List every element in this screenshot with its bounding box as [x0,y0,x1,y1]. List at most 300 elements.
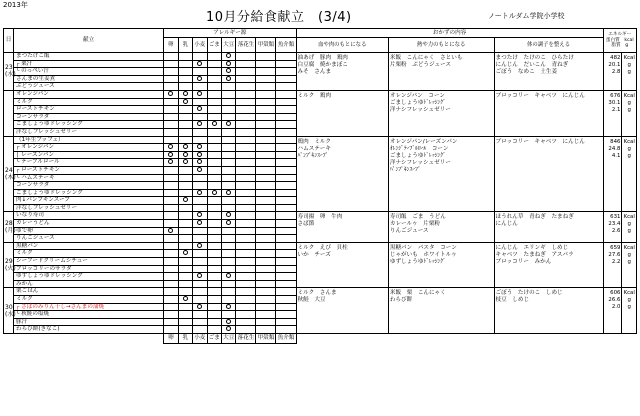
allergen-cell [178,151,192,159]
allergen-cell [207,144,221,152]
allergen-cell [256,242,276,250]
allergen-cell [164,174,178,182]
allergen-cell [236,159,256,167]
allergen-mark-icon [197,61,202,66]
allergen-cell [256,182,276,190]
red-group-ingredients: 寿司揚 卵 牛肉 さば節 [296,212,388,242]
allergen-cell [221,75,235,83]
yellow-group-ingredients: 米飯 栗 こんにゃく わらび餅 [388,288,494,334]
yellow-group-ingredients: 黒糖パン パスタ コーン じゃがいも ホワイトルゥ ゆずしょうゆﾄﾞﾚｯｼﾝｸﾞ [388,242,494,288]
menu-row [4,212,637,220]
allergen-cell [221,265,235,273]
allergen-cell [236,235,256,243]
allergen-mark-icon [197,220,202,225]
allergen-cell [276,280,296,288]
day-number: 30 [5,303,13,311]
allergen-cell [207,250,221,258]
allergen-cell [193,242,207,250]
allergen-cell [193,296,207,304]
menu-item-name: カレーうどん [14,220,164,228]
allergen-soy: 大豆 [221,38,235,53]
footer-allergen-peanut: 落花生 [236,333,256,343]
allergen-cell [207,265,221,273]
allergen-cell [207,242,221,250]
allergen-cell [207,303,221,311]
allergen-mark-icon [226,220,231,225]
allergen-cell [178,318,192,326]
allergen-mark-icon [183,152,188,157]
allergen-cell [164,204,178,212]
allergen-cell [256,128,276,136]
allergen-cell [221,68,235,76]
allergen-cell [193,174,207,182]
allergen-cell [256,235,276,243]
allergen-cell [221,280,235,288]
day-of-week: (火) [5,265,16,273]
allergen-cell [193,220,207,228]
nutrition-units: Kcal g g [622,212,637,242]
menu-item-name: まつたけご飯 [14,53,164,61]
allergen-cell [221,113,235,121]
allergen-cell [193,83,207,91]
allergen-cell [256,53,276,61]
nutrition-values: 846 24.8 4.1 [603,136,622,212]
allergen-cell [276,318,296,326]
allergen-cell [207,235,221,243]
yellow-group-ingredients: オレンジパン/レーズンパン ｵﾚﾝｼﾞﾃｰﾌﾞﾙﾛｰﾙ コーン ごましょうゆﾄﾞﾚｯｼﾝｸﾞ 洋ナシフレッシュゼリー ﾊﾟﾝﾌﾟｷﾝｽｰﾌﾟ [388,136,494,212]
allergen-cell [276,273,296,281]
allergen-cell [256,326,276,334]
allergen-cell [164,113,178,121]
allergen-cell [236,136,256,144]
allergen-cell [164,280,178,288]
allergen-cell [221,296,235,304]
allergen-cell [236,318,256,326]
allergen-cell [256,288,276,296]
day-cell [4,90,14,136]
allergen-cell [164,83,178,91]
allergen-cell [276,212,296,220]
allergen-cell [236,166,256,174]
allergen-cell [236,144,256,152]
allergen-cell [276,265,296,273]
allergen-cell [164,98,178,106]
allergen-mark-icon [197,121,202,126]
allergen-cell [221,318,235,326]
allergen-cell [207,258,221,266]
footer-allergen-milk: 乳 [178,333,192,343]
allergen-cell [178,258,192,266]
allergen-cell [178,159,192,167]
allergen-mark-icon [168,152,173,157]
footer-allergen-sesame: ごま [207,333,221,343]
allergen-mark-icon [197,106,202,111]
allergen-cell [207,166,221,174]
allergen-cell [164,250,178,258]
green-group-ingredients: にんじん エリンギ しめじ キャベツ たまねぎ アスパラ ブロッコリー みかん [494,242,603,288]
allergen-cell [221,106,235,114]
yellow-group-ingredients: 米飯 こんにゃく さといも 片栗粉 ぶどうジュース [388,53,494,91]
menu-item-name: ごましょうゆドレッシング [14,189,164,197]
allergen-cell [221,250,235,258]
allergen-cell [178,212,192,220]
day-cell [4,212,14,242]
allergen-mark-icon [226,326,231,331]
allergen-cell [276,220,296,228]
allergen-cell [276,166,296,174]
allergen-cell [178,326,192,334]
allergen-cell [164,318,178,326]
allergen-cell [221,90,235,98]
allergen-mark-icon [197,212,202,217]
allergen-cell [164,60,178,68]
allergen-cell [221,220,235,228]
allergen-cell [164,326,178,334]
day-number: 29 [5,258,13,266]
allergen-cell [276,98,296,106]
allergen-cell [221,204,235,212]
allergen-cell [256,174,276,182]
allergen-cell [207,212,221,220]
allergen-mark-icon [212,121,217,126]
allergen-cell [164,75,178,83]
allergen-cell [164,144,178,152]
allergen-cell [276,311,296,319]
nutrition-units: Kcal g g [622,53,637,91]
allergen-cell [193,144,207,152]
allergen-mark-icon [183,197,188,202]
allergen-cell [178,68,192,76]
allergen-cell [236,189,256,197]
nutrition-units: Kcal g g [622,288,637,334]
allergen-cell [221,144,235,152]
allergen-cell [276,303,296,311]
allergen-cell [207,174,221,182]
menu-item-name: │ レーズンパン [14,151,164,159]
menu-item-name: 洋なしフレッシュゼリー [14,128,164,136]
allergen-cell [207,273,221,281]
allergen-cell [256,98,276,106]
nutrition-units: Kcal g g [622,136,637,212]
yellow-group-ingredients: 寿司飯 ごま うどん カレールゥ 片栗粉 りんごジュース [388,212,494,242]
allergen-cell [256,90,276,98]
allergen-cell [256,68,276,76]
menu-item-name: コーンサラダ [14,113,164,121]
menu-item-name: ┌ ローストチキン [14,166,164,174]
allergen-cell [221,227,235,235]
allergen-cell [164,258,178,266]
allergen-cell [193,189,207,197]
green-group-ingredients: ブロッコリー キャベツ にんじん [494,90,603,136]
nutrition-units: Kcal g g [622,90,637,136]
day-number: 23 [5,64,13,72]
allergen-cell [276,197,296,205]
allergen-cell [164,296,178,304]
menu-row [4,90,637,98]
allergen-cell [276,151,296,159]
allergen-cell [207,197,221,205]
allergen-cell [207,60,221,68]
allergen-cell [256,296,276,304]
allergen-cell [164,166,178,174]
allergen-cell [207,204,221,212]
menu-row [4,53,637,61]
allergen-cell [164,151,178,159]
menu-item-name: みかん [14,280,164,288]
allergen-cell [236,242,256,250]
allergen-cell [236,303,256,311]
allergen-cell [236,151,256,159]
page-title: 10月分給食献立 (3/4) [206,10,352,25]
menu-header: 献立 [14,29,164,53]
green-group-header: 体の調子を整える [494,38,603,53]
allergen-cell [178,75,192,83]
allergen-mark-icon [183,250,188,255]
allergen-cell [256,212,276,220]
allergen-cell [236,174,256,182]
allergen-shellfish: 甲殻類 [256,38,276,53]
allergen-mark-icon [197,159,202,164]
menu-item-name: （1年生ブッフェ） [14,136,164,144]
allergen-cell [276,113,296,121]
menu-item-name: ミルク [14,296,164,304]
allergen-cell [256,136,276,144]
allergen-cell [178,90,192,98]
year-label: 2013年 [3,1,28,9]
allergen-cell [256,265,276,273]
allergen-cell [207,220,221,228]
allergen-cell [276,106,296,114]
allergen-cell [164,121,178,129]
allergen-cell [207,68,221,76]
allergen-mark-icon [197,152,202,157]
allergen-cell [207,121,221,129]
allergen-cell [178,113,192,121]
red-group-header: 血や肉のもとになる [296,38,388,53]
allergen-mark-icon [183,99,188,104]
allergen-cell [193,273,207,281]
allergen-cell [178,220,192,228]
allergen-cell [236,204,256,212]
allergen-cell [193,227,207,235]
allergen-mark-icon [168,228,173,233]
allergen-mark-icon [226,212,231,217]
allergen-cell [193,68,207,76]
allergen-cell [193,151,207,159]
allergen-cell [193,128,207,136]
allergen-cell [193,106,207,114]
allergen-cell [236,60,256,68]
allergen-cell [178,128,192,136]
day-cell [4,288,14,334]
allergen-cell [207,182,221,190]
allergen-cell [207,151,221,159]
allergen-cell [256,204,276,212]
allergen-cell [178,136,192,144]
allergen-cell [193,311,207,319]
allergen-cell [178,227,192,235]
allergen-cell [256,258,276,266]
allergen-cell [221,242,235,250]
allergen-cell [276,90,296,98]
energy-header: エネルギー 蛋白質 kcal 脂質 g [603,29,636,53]
allergen-cell [193,212,207,220]
day-cell [4,242,14,288]
allergen-cell [221,166,235,174]
allergen-cell [193,204,207,212]
menu-item-name: └ ハムステーキ [14,174,164,182]
menu-item-name: ゆで卵 [14,227,164,235]
allergen-cell [178,242,192,250]
allergen-cell [221,83,235,91]
green-group-ingredients: ほうれん草 青ねぎ たまねぎ にんじん [494,212,603,242]
allergen-cell [164,273,178,281]
allergen-cell [236,288,256,296]
allergen-cell [178,174,192,182]
allergen-cell [236,250,256,258]
allergen-cell [221,53,235,61]
allergen-cell [178,98,192,106]
footer-allergen-wheat: 小麦 [193,333,207,343]
allergen-mark-icon [197,144,202,149]
day-cell [4,53,14,91]
day-of-week: (水) [5,71,16,79]
allergen-cell [276,288,296,296]
allergen-cell [276,159,296,167]
allergen-cell [178,273,192,281]
allergen-cell [236,197,256,205]
footer-allergen-shellfish: 甲殻類 [256,333,276,343]
allergen-cell [178,197,192,205]
menu-item-name: シーフードクリームシチュー [14,258,164,266]
allergen-cell [193,53,207,61]
menu-item-name: ゆずしょうゆドレッシング [14,273,164,281]
allergen-cell [276,75,296,83]
allergen-cell [193,197,207,205]
menu-item-name: 洋なしフレッシュゼリー [14,204,164,212]
allergen-cell [207,113,221,121]
school-name: ノートルダム学院小学校 [488,12,565,20]
allergen-cell [193,265,207,273]
allergen-cell [256,189,276,197]
allergen-cell [178,296,192,304]
allergen-cell [207,288,221,296]
nutrition-values: 659 27.6 2.2 [603,242,622,288]
allergen-cell [276,174,296,182]
allergen-cell [164,53,178,61]
day-cell [4,136,14,212]
allergen-cell [221,60,235,68]
allergen-cell [221,128,235,136]
allergen-cell [207,318,221,326]
allergen-cell [256,159,276,167]
menu-item-name: └ のっぺい汁 [14,68,164,76]
allergen-cell [193,75,207,83]
allergen-cell [178,303,192,311]
allergen-cell [256,280,276,288]
allergen-cell [236,212,256,220]
allergen-cell [221,174,235,182]
day-number: 28 [5,220,13,228]
allergen-cell [236,53,256,61]
allergen-cell [236,182,256,190]
allergen-mark-icon [197,243,202,248]
allergen-mark-icon [226,76,231,81]
red-group-ingredients: ミルク えび 貝柱 いか チーズ [296,242,388,288]
red-group-ingredients: 鶏肉 ミルク ハムステーキ ﾊﾟﾝﾌﾟｷﾝｽｰﾌﾟ [296,136,388,212]
allergen-cell [164,235,178,243]
allergen-cell [276,250,296,258]
allergen-cell [164,106,178,114]
menu-item-name: ぶどうジュース [14,83,164,91]
allergen-cell [236,113,256,121]
allergen-cell [193,235,207,243]
menu-item-name: オレンジパン [14,90,164,98]
allergen-mark-icon [168,159,173,164]
menu-item-name: ローストチキン [14,106,164,114]
allergen-cell [276,83,296,91]
allergen-mark-icon [226,319,231,324]
allergen-cell [221,258,235,266]
menu-item-name: ┌ さばのみりん干し→さんまの蒲焼 [14,303,164,311]
nutrition-units: Kcal g g [622,242,637,288]
allergen-cell [178,250,192,258]
allergen-cell [164,311,178,319]
allergen-cell [193,326,207,334]
allergen-cell [193,182,207,190]
allergen-cell [164,220,178,228]
allergen-cell [221,98,235,106]
allergen-cell [178,60,192,68]
allergen-mark-icon [226,61,231,66]
footer-allergen-fish: 魚介類 [276,333,296,343]
allergen-cell [236,121,256,129]
day-of-week: (木) [5,174,16,181]
green-group-ingredients: ごぼう たけのこ しめじ 枝豆 しめじ [494,288,603,334]
allergen-cell [276,136,296,144]
allergen-mark-icon [197,190,202,195]
menu-item-name: ミルク [14,98,164,106]
allergen-mark-icon [226,273,231,278]
allergen-cell [276,189,296,197]
allergen-cell [221,121,235,129]
menu-item-name: 栗ごはん [14,288,164,296]
allergen-cell [236,128,256,136]
allergen-cell [276,144,296,152]
nutrition-values: 606 26.6 2.0 [603,288,622,334]
allergen-cell [178,265,192,273]
allergen-cell [207,159,221,167]
menu-item-name: りんごジュース [14,235,164,243]
allergen-cell [178,144,192,152]
allergen-mark-icon [183,91,188,96]
allergen-peanut: 落花生 [236,38,256,53]
allergen-cell [221,235,235,243]
allergen-cell [256,197,276,205]
red-group-ingredients: ミルク さんま 秋鮭 大豆 [296,288,388,334]
allergen-cell [207,189,221,197]
allergen-cell [256,60,276,68]
allergen-cell [164,189,178,197]
allergen-cell [207,280,221,288]
menu-item-name: 豚汁 [14,318,164,326]
allergen-mark-icon [226,121,231,126]
menu-item-name: ごましょうゆドレッシング [14,121,164,129]
allergen-cell [193,303,207,311]
allergen-cell [178,189,192,197]
allergen-cell [221,182,235,190]
allergen-cell [207,296,221,304]
